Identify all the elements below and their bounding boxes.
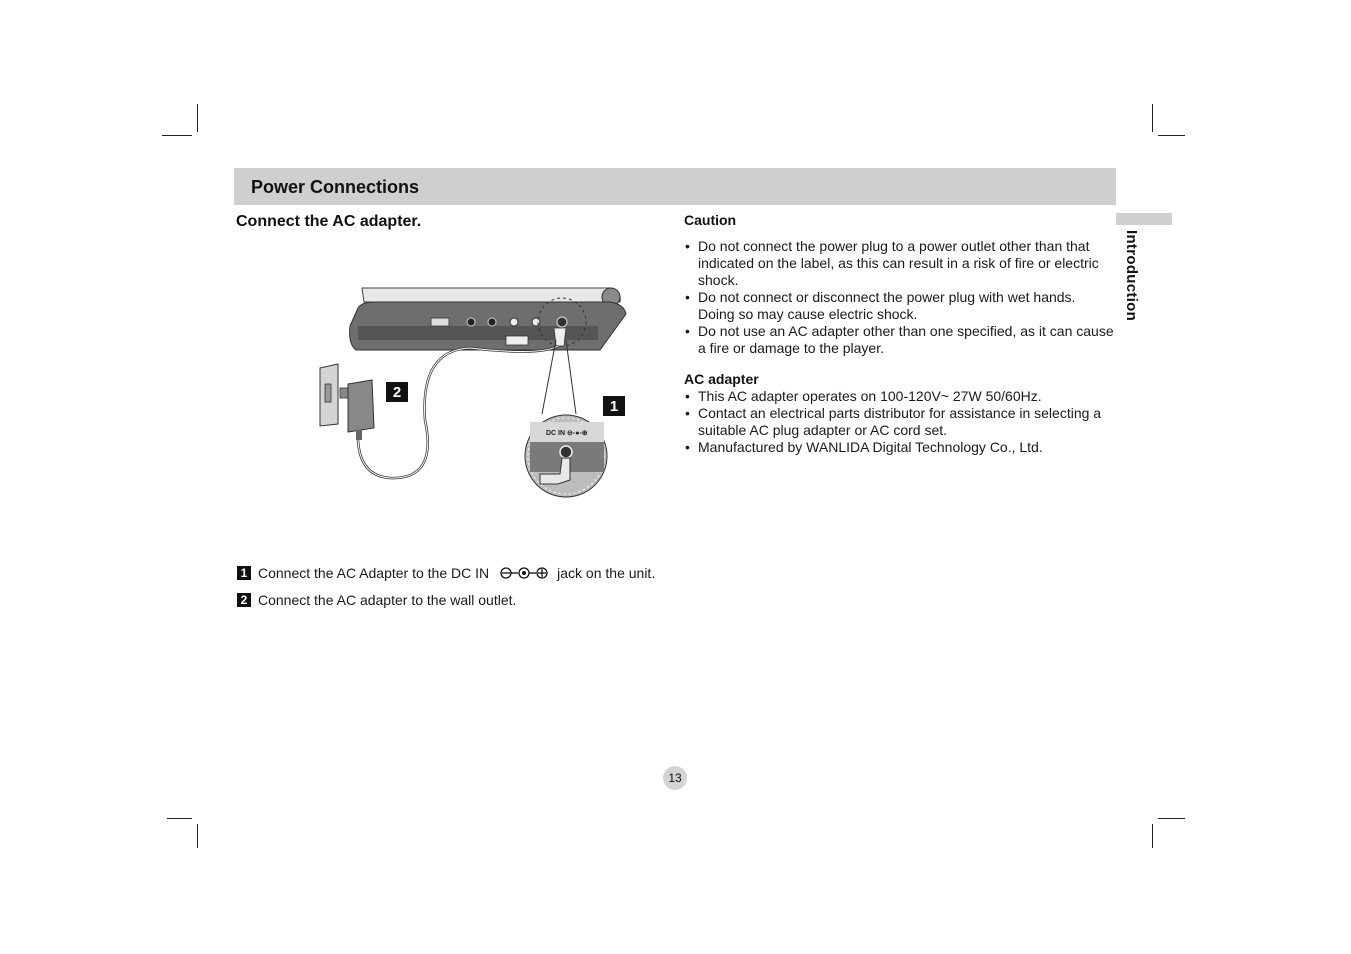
crop-mark [1158, 818, 1185, 819]
crop-mark [1152, 824, 1153, 848]
connection-illustration [310, 280, 630, 500]
caution-list [684, 238, 1114, 357]
zoom-dc-in-text: DC IN ⊖-●-⊕ [546, 430, 588, 437]
step-2-text: Connect the AC adapter to the wall outlet. [258, 592, 517, 608]
step-1-text-before: Connect the AC Adapter to the DC IN [258, 565, 490, 581]
step-1 [237, 565, 655, 581]
crop-mark [1158, 135, 1185, 136]
adapter-cord-neck [356, 430, 362, 440]
player-lid [362, 288, 620, 302]
list-item: • Do not connect or disconnect the power plug with wet hands. Doing so may cause electric shock. [684, 289, 1114, 323]
headphone-jack [488, 318, 496, 326]
step-2 [237, 592, 516, 608]
step-1-text-after: jack on the unit. [557, 565, 656, 581]
subheading: Connect the AC adapter. [236, 213, 422, 230]
callout-line [566, 340, 576, 414]
page-number: 13 [663, 766, 687, 790]
adapter-prongs [340, 388, 348, 398]
list-item: • Contact an electrical parts distributor for assistance in selecting a suitable AC plug adapter or AC cord set. [684, 405, 1114, 439]
av-jack [510, 318, 518, 326]
zoom-dc-jack [560, 446, 572, 458]
callout-number-2: 2 [392, 384, 402, 401]
av-jack [532, 318, 540, 326]
usb-connector [506, 336, 528, 345]
crop-mark [167, 818, 192, 819]
section-title: Power Connections [251, 177, 420, 197]
caution-title: Caution [684, 212, 737, 228]
headphone-jack [467, 318, 475, 326]
list-item: • Manufactured by WANLIDA Digital Technology Co., Ltd. [684, 439, 1114, 456]
ac-adapter-title: AC adapter [684, 371, 759, 387]
crop-mark [197, 104, 198, 132]
dc-in-jack [557, 317, 567, 327]
outlet-socket [325, 384, 331, 402]
ac-adapter [348, 380, 374, 432]
volume-slider [431, 318, 449, 326]
crop-mark [162, 135, 192, 136]
side-tab-label: Introduction [1123, 230, 1140, 322]
step-number-box: 1 [237, 566, 251, 580]
crop-mark [1152, 104, 1153, 132]
list-item: • Do not use an AC adapter other than one specified, as it can cause a fire or damage to the player. [684, 323, 1114, 357]
ac-adapter-list [684, 388, 1114, 456]
list-item: • Do not connect the power plug to a power outlet other than that indicated on the label, as this can result in a risk of fire or electric shock. [684, 238, 1114, 289]
section-header-bar [234, 168, 1116, 205]
step-number-box: 2 [237, 593, 251, 607]
dc-polarity-icon [497, 566, 551, 580]
right-column [684, 212, 1114, 456]
crop-mark [197, 824, 198, 848]
callout-number-1: 1 [609, 398, 619, 415]
side-tab-marker [1116, 213, 1172, 225]
list-item: • This AC adapter operates on 100-120V~ 27W 50/60Hz. [684, 388, 1114, 405]
